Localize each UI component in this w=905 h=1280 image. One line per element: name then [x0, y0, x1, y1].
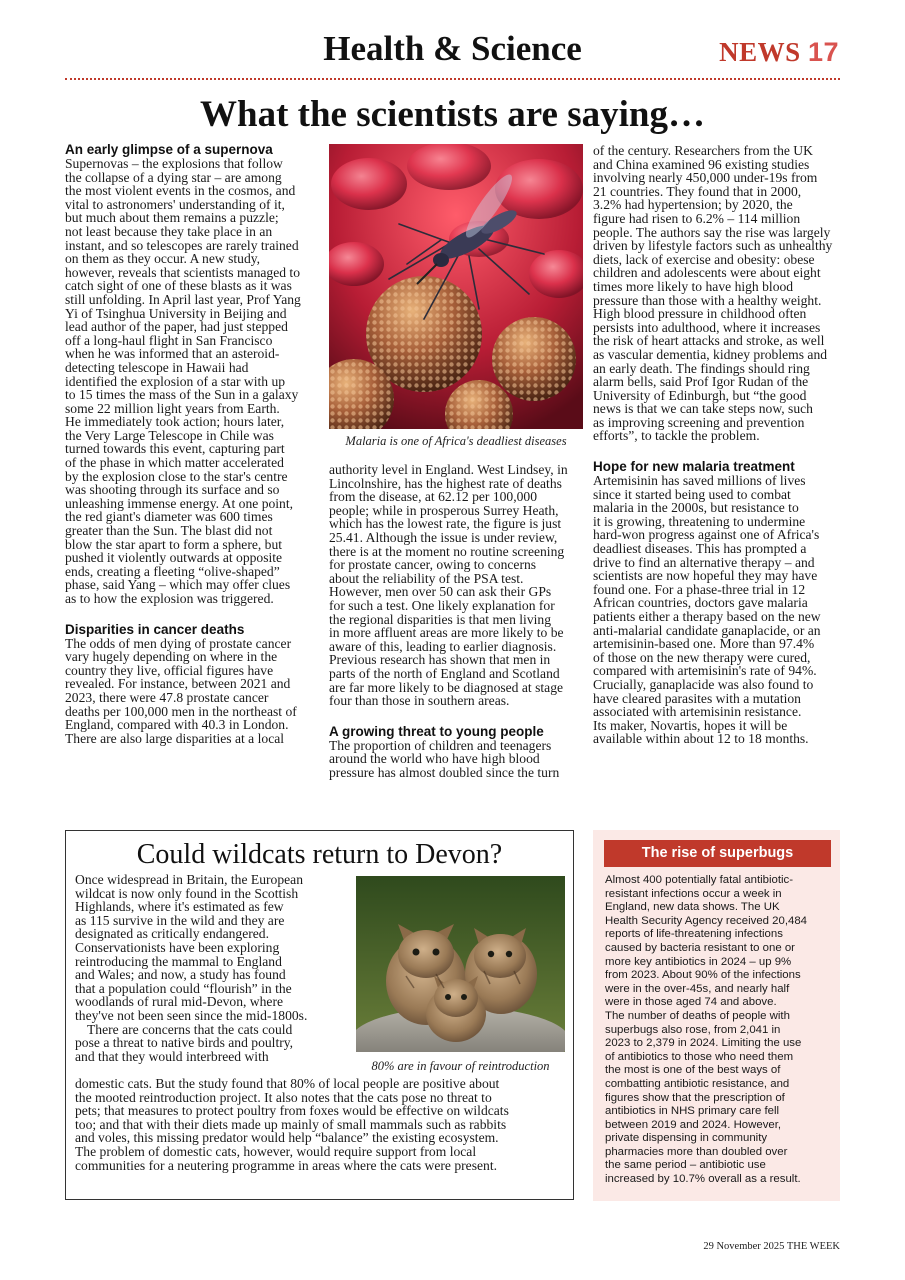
text-line: for prostate cancer, owing to concerns: [329, 557, 537, 573]
wildcats-caption: 80% are in favour of reintroduction: [371, 1059, 550, 1073]
text-line: University of Edinburgh, but “the good: [593, 387, 807, 403]
text-line: alarm bells, said Prof Igor Rudan of the: [593, 374, 809, 390]
text-line: the collapse of a dying star – are among: [65, 169, 282, 185]
text-line: they've not been seen since the mid-1800s.: [75, 1007, 308, 1023]
cancer-body-part1: [65, 637, 317, 746]
text-line: and China examined 96 existing studies: [593, 156, 810, 172]
text-line: by the explosion close to the star's centre: [65, 468, 288, 484]
text-line: four than those in southern areas.: [329, 693, 510, 709]
text-line: designated as critically endangered.: [75, 926, 270, 942]
malaria-caption: Malaria is one of Africa's deadliest diseases: [345, 434, 567, 448]
text-line: persists into adulthood, where it increases: [593, 319, 821, 335]
text-line: woodlands of rural mid-Devon, where: [75, 994, 284, 1010]
text-line: malaria in the 2000s, but resistance to: [593, 500, 799, 516]
text-line: vary hugely depending on where in the: [65, 649, 278, 665]
wildcats-title: Could wildcats return to Devon?: [136, 839, 503, 870]
text-line: about the reliability of the PSA test.: [329, 570, 524, 586]
text-line: superbugs also rose, from 2,041 in: [605, 1023, 781, 1036]
text-line: involving nearly 450,000 under-19s from: [593, 170, 818, 186]
text-line: of those on the new therapy were cured,: [593, 649, 811, 665]
text-line: in more affluent areas are more likely to be: [329, 625, 564, 641]
text-line: figures show that the prescription of: [605, 1091, 785, 1104]
text-line: scientists are now hopeful they may have: [593, 568, 818, 584]
text-line: increased by 10.7% overall as a result.: [605, 1173, 801, 1186]
text-line: identified the explosion of a star with up: [65, 373, 286, 389]
text-line: Once widespread in Britain, the European: [75, 872, 303, 887]
text-line: detecting telescope in Hawaii had: [65, 359, 249, 375]
text-line: as 115 survive in the wild and they are: [75, 912, 285, 928]
text-line: children and adolescents were about eight: [593, 265, 821, 281]
text-line: around the world who have high blood: [329, 751, 540, 767]
text-line: pets; that measures to protect poultry from foxes would be effective on wildcats: [75, 1103, 509, 1119]
text-line: available within about 12 to 18 months.: [593, 731, 809, 747]
text-line: of antibiotics to those who need them: [605, 1050, 794, 1063]
text-line: some 22 million light years from Earth.: [65, 400, 280, 416]
text-line: Its maker, Novartis, hopes it will be: [593, 717, 788, 733]
text-line: wildcat is now only found in the Scottish: [75, 885, 299, 901]
page-number: 17: [807, 37, 839, 67]
text-line: Health Security Agency received 20,484: [605, 914, 807, 927]
wildcats-body-narrow: [75, 873, 350, 1063]
text-line: were in those aged 74 and above.: [605, 996, 777, 1009]
text-line: reintroducing the mammal to England: [75, 953, 282, 969]
column-2: [329, 463, 583, 779]
text-line: phase, said Yang – which may offer clues: [65, 577, 291, 593]
text-line: artemisinin-based one. More than 97.4%: [593, 636, 815, 652]
text-line: parts of the north of England and Scotland: [329, 665, 560, 681]
text-line: off a long-haul flight in San Francisco: [65, 332, 273, 348]
text-line: pose a threat to native birds and poultry,: [75, 1035, 294, 1051]
text-line: Previous research has shown that men in: [329, 652, 551, 668]
footer-date-publication: 29 November 2025 THE WEEK: [703, 1241, 840, 1252]
text-line: Yi of Tsinghua University in Beijing and: [65, 305, 287, 321]
text-line: associated with artemisinin resistance.: [593, 704, 802, 720]
malaria-heading: Hope for new malaria treatment: [593, 459, 795, 475]
text-line: efforts”, to tackle the problem.: [593, 428, 760, 444]
text-line: deadliest diseases. This has prompted a: [593, 541, 807, 557]
text-line: patients either a therapy based on the new: [593, 609, 821, 624]
text-line: domestic cats. But the study found that 80% of local people are positive about: [75, 1076, 500, 1091]
young-body-part2: [593, 144, 843, 443]
text-line: country they live, official figures have: [65, 662, 274, 678]
text-line: 25.41. Although the issue is under review,: [329, 529, 558, 545]
text-line: the same period – antibiotic use: [605, 1159, 766, 1172]
text-line: Conservationists have been exploring: [75, 939, 280, 955]
text-line: and Wales; and now, a study has found: [75, 967, 286, 983]
text-line: when he was informed that an asteroid-: [65, 346, 280, 362]
text-line: Almost 400 potentially fatal antibiotic-: [605, 874, 794, 886]
text-line: as improving screening and prevention: [593, 414, 805, 430]
text-line: The number of deaths of people with: [605, 1009, 790, 1022]
text-line: Highlands, where it's estimated as few: [75, 899, 284, 915]
text-line: figure had risen to 6.2% – 114 million: [593, 210, 801, 226]
text-line: 3.2% had hypertension; by 2020, the: [593, 197, 793, 213]
text-line: turned towards this event, capturing part: [65, 441, 285, 457]
text-line: African countries, doctors gave malaria: [593, 595, 808, 611]
text-line: the Very Large Telescope in Chile was: [65, 427, 274, 443]
text-line: however, reveals that scientists managed to: [65, 264, 301, 280]
text-line: lead author of the paper, had just stepped: [65, 319, 288, 335]
text-line: deaths per 100,000 men in the northeast of: [65, 703, 297, 719]
text-line: there is at the moment no routine screening: [329, 543, 565, 559]
text-line: 2023 to 2,379 in 2024. Limiting the use: [605, 1037, 802, 1050]
text-line: 21 countries. They found that in 2000,: [593, 183, 802, 199]
text-line: the most is one of the best ways of: [605, 1064, 781, 1077]
text-line: drive to find an alternative therapy – and: [593, 554, 815, 570]
text-line: blow the star apart to form a sphere, but: [65, 536, 283, 552]
text-line: too; and that with their diets made up mainly of small mammals such as rabbits: [75, 1116, 507, 1132]
text-line: England, new data shows. The UK: [605, 901, 780, 914]
text-line: more key antibiotics in 2024 – up 9%: [605, 955, 792, 968]
text-line: times more likely to have high blood: [593, 278, 794, 294]
text-line: unleashing immense energy. At one point,: [65, 495, 294, 511]
young-body-part1: [329, 739, 583, 780]
text-line: as vascular dementia, kidney problems and: [593, 346, 828, 362]
text-line: the red giant's diameter was 600 times: [65, 509, 273, 525]
text-line: There are also large disparities at a local: [65, 730, 285, 746]
text-line: He immediately took action; hours later,: [65, 414, 285, 430]
text-line: Lincolnshire, has the highest rate of deaths: [329, 475, 562, 491]
text-line: people; while in prosperous Surrey Heath,: [329, 502, 559, 518]
text-line: There are concerns that the cats could: [87, 1021, 293, 1037]
text-line: were in the over-45s, and nearly half: [605, 982, 790, 995]
text-line: are far more likely to be diagnosed at stage: [329, 679, 564, 695]
text-line: news is that we can take steps now, such: [593, 401, 813, 417]
superbugs-title: The rise of superbugs: [604, 840, 831, 867]
text-line: which has the lowest rate, the figure is just: [329, 516, 562, 532]
text-line: reports of life-threatening infections: [605, 928, 783, 941]
text-line: High blood pressure in childhood often: [593, 306, 807, 322]
text-line: of the century. Researchers from the UK: [593, 143, 813, 158]
text-line: diets, lack of exercise and obesity: obese: [593, 251, 815, 267]
text-line: have cleared parasites with a mutation: [593, 690, 801, 706]
cancer-heading: Disparities in cancer deaths: [65, 621, 245, 637]
text-line: the regional disparities is that men living: [329, 611, 551, 627]
text-line: pharmacies more than doubled over: [605, 1145, 788, 1158]
text-line: not least because they take place in an: [65, 223, 273, 239]
text-line: catch sight of one of these blasts as it was: [65, 278, 292, 294]
text-line: of the phase in which matter accelerated: [65, 455, 284, 471]
text-line: However, men over 50 can ask their GPs: [329, 584, 552, 600]
text-line: and voles, this missing predator would help “balance” the existing ecosystem.: [75, 1130, 499, 1146]
header-divider: [65, 78, 840, 80]
text-line: still unfolding. In April last year, Prof Yang: [65, 291, 301, 307]
young-heading: A growing threat to young people: [329, 723, 544, 739]
wildcats-body-wide: [75, 1077, 570, 1172]
text-line: England, compared with 40.3 in London.: [65, 717, 289, 733]
text-line: that a population could “flourish” in the: [75, 980, 292, 996]
text-line: resistant infections occur a week in: [605, 887, 782, 900]
text-line: ends, creating a fleeting “olive-shaped”: [65, 563, 280, 579]
text-line: greater than the Sun. The blast did not: [65, 523, 273, 539]
text-line: between 2019 and 2024. However,: [605, 1118, 782, 1131]
text-line: from 2023. About 90% of the infections: [605, 969, 801, 982]
text-line: found one. For a phase-three trial in 12: [593, 581, 806, 597]
column-3: [593, 144, 843, 746]
text-line: since it started being used to combat: [593, 486, 791, 502]
text-line: combatting antibiotic resistance, and: [605, 1077, 790, 1090]
text-line: for such a test. One likely explanation for: [329, 597, 555, 613]
malaria-body: [593, 474, 843, 746]
text-line: an early death. The findings should ring: [593, 360, 810, 376]
text-line: The odds of men dying of prostate cancer: [65, 635, 292, 651]
text-line: compared with artemisinin's rate of 94%.: [593, 663, 817, 679]
text-line: instant, and so telescopes are rarely trained: [65, 237, 299, 253]
text-line: as to how the explosion was triggered.: [65, 591, 274, 606]
text-line: private dispensing in community: [605, 1132, 768, 1145]
text-line: vital to astronomers' understanding of it,: [65, 196, 285, 212]
text-line: from the disease, at 62.12 per 100,000: [329, 489, 538, 505]
text-line: people. The authors say the rise was largely: [593, 224, 831, 240]
text-line: 2023, there were 47.8 prostate cancer: [65, 689, 269, 705]
text-line: revealed. For instance, between 2021 and: [65, 676, 291, 692]
text-line: communities for a neutering programme in areas where the cats were present.: [75, 1157, 497, 1173]
text-line: the risk of heart attacks and stroke, as well: [593, 333, 825, 349]
text-line: pressure than those with a healthy weight.: [593, 292, 822, 308]
text-line: antibiotics in NHS primary care fell: [605, 1105, 780, 1118]
text-line: The problem of domestic cats, however, would require support from local: [75, 1143, 477, 1159]
news-page-label: [719, 36, 839, 68]
text-line: driven by lifestyle factors such as unhealthy: [593, 238, 833, 254]
text-line: but much about them remains a puzzle;: [65, 210, 279, 226]
supernova-heading: An early glimpse of a supernova: [65, 142, 273, 157]
text-line: Crucially, ganaplacide was also found to: [593, 676, 814, 692]
text-line: and that they would interbreed with: [75, 1048, 269, 1064]
cancer-body-part2: [329, 463, 583, 708]
text-line: aware of this, leading to earlier diagnosis.: [329, 638, 557, 654]
text-line: Supernovas – the explosions that follow: [65, 156, 283, 171]
text-line: hard-won progress against one of Africa's: [593, 527, 820, 543]
text-line: the most violent events in the cosmos, and: [65, 183, 296, 199]
malaria-mosquito-photo: [329, 144, 583, 429]
wildcat-kittens-photo: [356, 876, 565, 1052]
text-line: to 15 times the mass of the Sun in a galaxy: [65, 387, 299, 403]
main-headline: What the scientists are saying…: [200, 94, 705, 135]
superbugs-body: [605, 874, 831, 1187]
supernova-body: [65, 157, 317, 606]
text-line: was shooting through its surface and so: [65, 482, 280, 498]
text-line: pushed it violently outwards at opposite: [65, 550, 283, 566]
text-line: anti-malarial candidate ganaplacide, or an: [593, 622, 821, 638]
text-line: authority level in England. West Lindsey, in: [329, 462, 568, 477]
text-line: the mooted reintroduction project. It also notes that the cats pose no threat to: [75, 1089, 492, 1105]
text-line: caused by bacteria resistant to one or: [605, 941, 795, 954]
section-title: Health & Science: [323, 29, 582, 68]
text-line: Artemisinin has saved millions of lives: [593, 473, 806, 489]
text-line: on them as they occur. A new study,: [65, 251, 261, 267]
column-1: [65, 142, 317, 745]
text-line: pressure has almost doubled since the turn: [329, 764, 560, 780]
text-line: it is growing, threatening to undermine: [593, 513, 806, 529]
text-line: The proportion of children and teenagers: [329, 737, 552, 753]
news-word: NEWS: [719, 37, 801, 67]
